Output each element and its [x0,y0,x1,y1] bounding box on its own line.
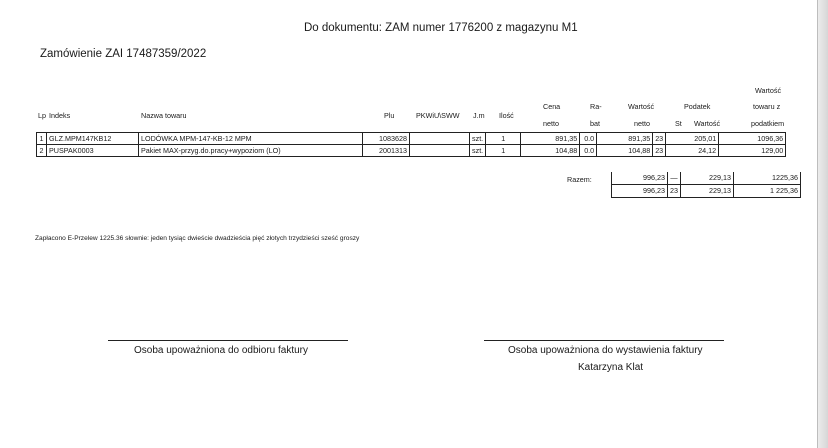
table-row [37,133,786,145]
razem-podatek: 229,13 [681,172,734,185]
col-header-lp: Lp [38,111,46,120]
col-header-pkwiu: PKWiU\SWW [416,111,460,120]
grand-netto: 996,23 [612,185,668,198]
totals-row-razem [612,172,801,185]
razem-netto: 996,23 [612,172,668,185]
cell-st: 23 [653,145,666,157]
cell-netto: 891,35 [597,133,653,145]
razem-label: Razem: [567,175,592,184]
grand-brutto: 1 225,36 [734,185,801,198]
col-header-jm: J.m [473,111,485,120]
totals-table [611,172,801,198]
cell-lp: 2 [37,145,47,157]
cell-podatek: 24,12 [666,145,719,157]
payment-info: Zapłacono E-Przelew 1225.36 słownie: jeden tysiąc dwieście dwadzieścia pięć złotych trzydzieści sześć groszy [35,235,360,242]
cell-jm: szt. [470,133,486,145]
items-table [36,132,786,157]
signature-line-right [484,340,724,341]
cell-rabat: 0.0 [580,133,597,145]
cell-lp: 1 [37,133,47,145]
col-header-plu: Plu [384,111,395,120]
cell-nazwa: Pakiet MAX-przyg.do.pracy+wypoziom (LO) [139,145,363,157]
cell-plu: 2001313 [363,145,410,157]
signature-name-right: Katarzyna Klat [578,362,644,373]
totals-row-grand [612,185,801,198]
signature-label-right: Osoba upoważniona do wystawienia faktury [508,345,703,356]
document-header: Do dokumentu: ZAM numer 1776200 z magazynu M1 [304,22,578,34]
cell-ilosc: 1 [486,145,521,157]
col-header-podatek: Podatek [684,102,711,111]
cell-jm: szt. [470,145,486,157]
col-header-cena-1: Cena [543,102,561,111]
col-header-brutto-1: Wartość [755,86,782,95]
cell-cena: 104,88 [521,145,580,157]
grand-st: 23 [668,185,681,198]
col-header-rabat-2: bat [590,119,600,128]
razem-brutto: 1225,36 [734,172,801,185]
cell-podatek: 205,01 [666,133,719,145]
cell-pkwiu [410,145,470,157]
cell-indeks: PUSPAK0003 [47,145,139,157]
cell-brutto: 129,00 [719,145,786,157]
col-header-wartosc-podatku: Wartość [694,119,721,128]
col-header-cena-2: netto [543,119,559,128]
cell-brutto: 1096,36 [719,133,786,145]
cell-netto: 104,88 [597,145,653,157]
grand-podatek: 229,13 [681,185,734,198]
signature-label-left: Osoba upoważniona do odbioru faktury [134,345,309,356]
order-title: Zamówienie ZAI 17487359/2022 [40,48,207,60]
signature-line-left [108,340,348,341]
col-header-indeks: Indeks [49,111,71,120]
cell-rabat: 0.0 [580,145,597,157]
col-header-wartosc-netto-1: Wartość [628,102,655,111]
cell-indeks: GLZ.MPM147KB12 [47,133,139,145]
cell-cena: 891,35 [521,133,580,145]
col-header-brutto-2: towaru z [753,102,781,111]
table-row [37,145,786,157]
page-edge-shadow [818,0,828,448]
cell-ilosc: 1 [486,133,521,145]
col-header-wartosc-netto-2: netto [634,119,650,128]
cell-plu: 1083628 [363,133,410,145]
cell-pkwiu [410,133,470,145]
col-header-ilosc: Ilość [499,111,514,120]
col-header-rabat-1: Ra- [590,102,602,111]
col-header-st: St [675,119,682,128]
razem-st: — [668,172,681,185]
col-header-brutto-3: podatkiem [751,119,785,128]
cell-st: 23 [653,133,666,145]
cell-nazwa: LODÓWKA MPM-147-KB-12 MPM [139,133,363,145]
col-header-nazwa: Nazwa towaru [141,111,187,120]
